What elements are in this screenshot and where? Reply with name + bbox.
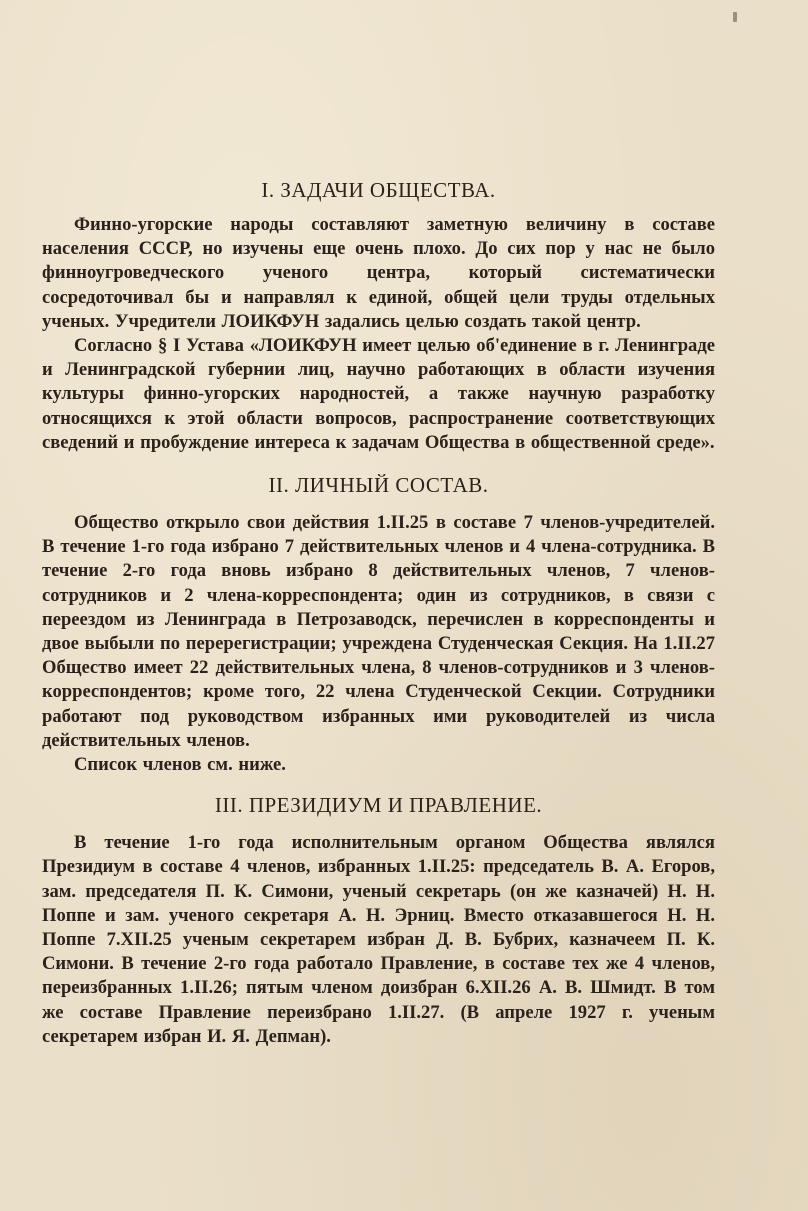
section-tasks-heading: I. ЗАДАЧИ ОБЩЕСТВА. [261, 178, 496, 202]
section-membership [42, 471, 715, 777]
page-content [42, 176, 715, 1049]
section-presidium-heading: III. ПРЕЗИДИУМ И ПРАВЛЕНИЕ. [214, 793, 543, 818]
section-membership-paragraph-2: Список членов см. ниже. [74, 754, 286, 776]
section-presidium-paragraph-1: В течение 1-го года исполнительным органом Общества являлся Президиум в составе 4 членов, избранных 1.II.25: председатель В. А. Егоров, зам. председателя П. К. Симони, ученый секретарь (он же казначей) Н. Н. Поппе и зам. ученого секретаря А. Н. Эрниц. Вместо отказавшегося Н. Н. Поппе 7.XII.25 ученым секретарем избран Д. В. Бубрих, казначеем П. К. Симони. В течение 2-го года работало Правление, в составе тех же 4 членов, переизбранных 1.II.26; пятым членом доизбран 6.XII.26 А. В. Шмидт. В том же составе Правление переизбрано 1.II.27. (В апреле 1927 г. ученым секретарем избран И. Я. Депман). [42, 832, 715, 1047]
section-tasks-paragraph-2: Согласно § I Устава «ЛОИКФУН имеет целью об'единение в г. Ленинграде и Ленинградской губернии лиц, научно работающих в области изучения культуры финно-угорских народностей, а также научную разработку относящихся к этой области вопросов, распространение соответствующих сведений и пробуждение интереса к задачам Общества в общественной среде». [42, 335, 715, 453]
section-tasks [42, 176, 715, 455]
page-mark [733, 12, 737, 22]
section-presidium [42, 791, 715, 1049]
section-membership-paragraph-1: Общество открыло свои действия 1.II.25 в составе 7 членов-учредителей. В течение 1-го года избрано 7 действительных членов и 4 члена-сотрудника. В течение 2-го года вновь избрано 8 действительных членов, 7 членов-сотрудников и 2 члена-корреспондента; один из сотрудников, в связи с переездом из Ленинграда в Петрозаводск, перечислен в корреспонденты и двое выбыли по перерегистрации; учреждена Студенческая Секция. На 1.II.27 Общество имеет 22 действительных члена, 8 членов-сотрудников и 3 членов-корреспондентов; кроме того, 22 члена Студенческой Секции. Сотрудники работают под руководством избранных ими руководителей из числа действительных членов. [42, 512, 715, 751]
section-tasks-paragraph-1: Финно-угорские народы составляют заметную величину в составе населения СССР, но изучены еще очень плохо. До сих пор у нас не было финноугроведческого ученого центра, который систематически сосредоточивал бы и направлял к единой, общей цели труды отдельных ученых. Учредители ЛОИКФУН задались целью создать такой центр. [42, 214, 715, 332]
section-membership-heading: II. ЛИЧНЫЙ СОСТАВ. [268, 473, 489, 498]
